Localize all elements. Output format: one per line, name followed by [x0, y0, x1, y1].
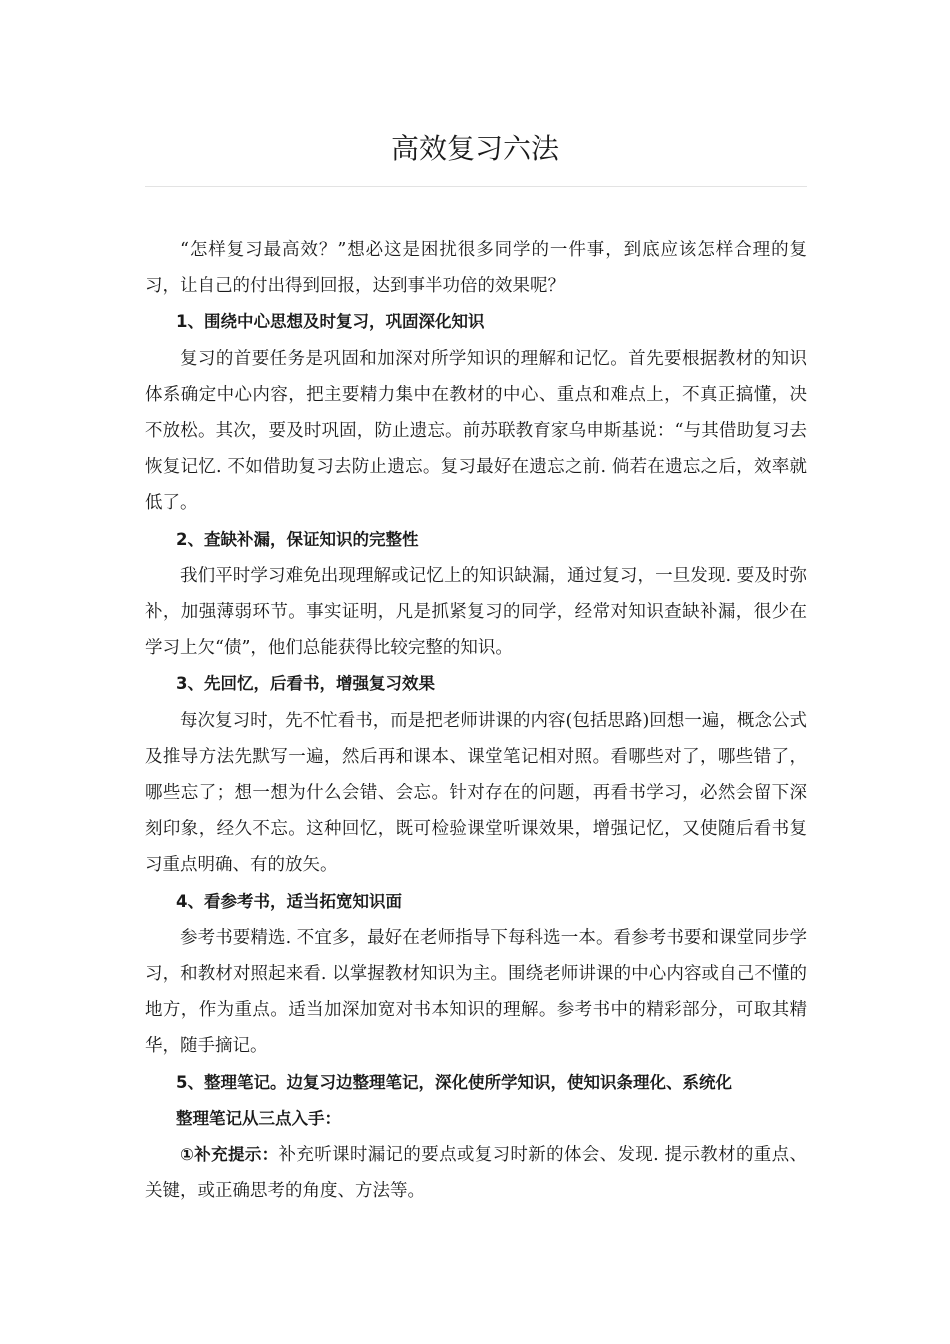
page-title: 高效复习六法: [390, 132, 559, 165]
section-1-body: 复习的首要任务是巩固和加深对所学知识的理解和记忆。首先要根据教材的知识体系确定中心内容，把主要精力集中在教材的中心、重点和难点上，不真正搞懂，决不放松。其次，要及时巩固，防止遗忘。前苏联教育家乌申斯基说：“与其借助复习去恢复记忆. 不如借助复习去防止遗忘。复习最好在遗忘之前. 倘若在遗忘之后，效率就低了。: [145, 348, 807, 514]
section-2-heading: 2、查缺补漏，保证知识的完整性: [176, 529, 419, 549]
section-5-subheading: 整理笔记从三点入手：: [176, 1108, 341, 1128]
section-1-heading: 1、围绕中心思想及时复习，巩固深化知识: [176, 312, 485, 332]
section-5-item-1: [145, 1137, 807, 1209]
section-4-heading: 4、看参考书，适当拓宽知识面: [176, 891, 402, 911]
section-4-body: 参考书要精选. 不宜多，最好在老师指导下每科选一本。看参考书要和课堂同步学习，和教材对照起来看. 以掌握教材知识为主。围绕老师讲课的中心内容或自己不懂的地方，作为重点。适当加深加宽对书本知识的理解。参考书中的精彩部分，可取其精华，随手摘记。: [145, 927, 807, 1057]
item-1-text: 补充听课时漏记的要点或复习时新的体会、发现. 提示教材的重点、关键，或正确思考的角度、方法等。: [145, 1145, 807, 1202]
section-5-heading: 5、整理笔记。边复习边整理笔记，深化使所学知识，使知识条理化、系统化: [176, 1072, 732, 1092]
item-1-label: ①补充提示：: [180, 1145, 279, 1165]
section-2-body: 我们平时学习难免出现理解或记忆上的知识缺漏，通过复习，一旦发现. 要及时弥补，加强薄弱环节。事实证明，凡是抓紧复习的同学，经常对知识查缺补漏，很少在学习上欠“债”，他们总能获得比较完整的知识。: [145, 565, 807, 659]
section-3-body: 每次复习时，先不忙看书，而是把老师讲课的内容(包括思路)回想一遍，概念公式及推导方法先默写一遍，然后再和课本、课堂笔记相对照。看哪些对了，哪些错了，哪些忘了；想一想为什么会错、会忘。针对存在的问题，再看书学习，必然会留下深刻印象，经久不忘。这种回忆，既可检验课堂听课效果，增强记忆，又使随后看书复习重点明确、有的放矢。: [145, 710, 807, 876]
title-divider: [145, 186, 807, 187]
article-body: [145, 232, 807, 1209]
section-3-heading: 3、先回忆，后看书，增强复习效果: [176, 674, 435, 694]
intro-paragraph: “怎样复习最高效？”想必这是困扰很多同学的一件事，到底应该怎样合理的复习，让自己的付出得到回报，达到事半功倍的效果呢？: [145, 240, 807, 297]
